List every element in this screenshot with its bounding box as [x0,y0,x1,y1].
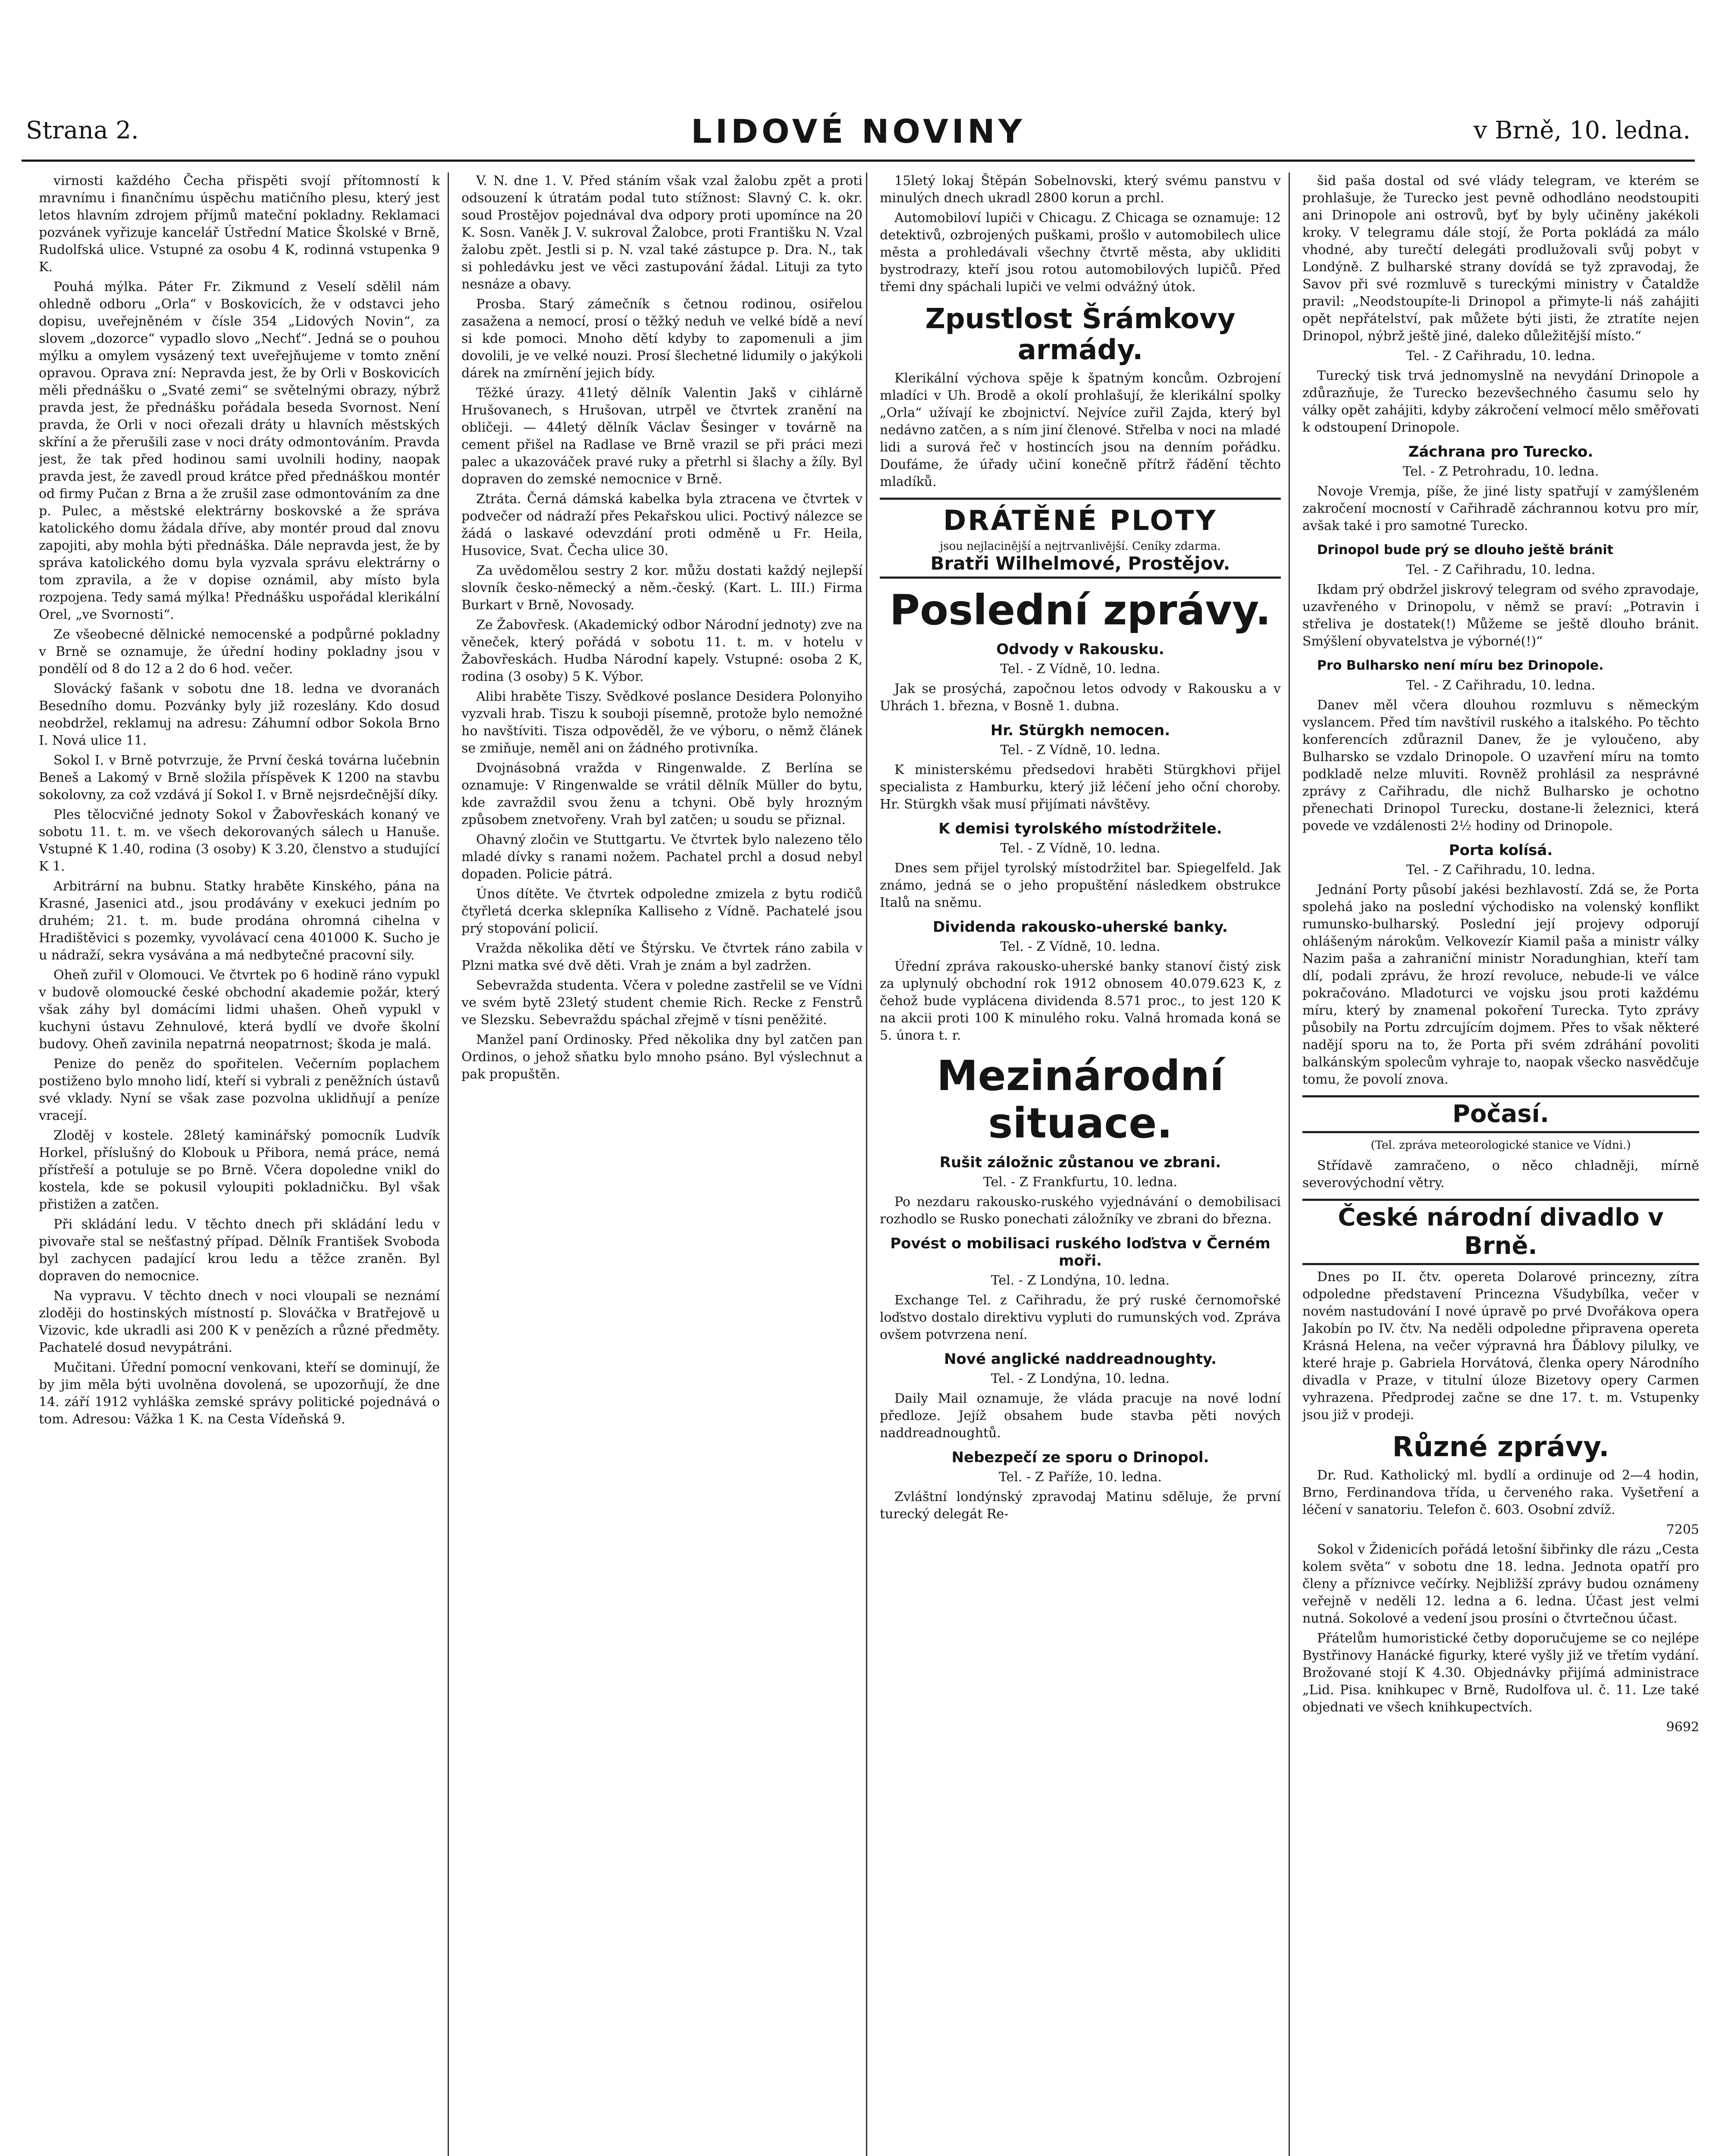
article-paragraph: Manžel paní Ordinosky. Před několika dny byl zatčen pan Ordinos, o jehož sňatku bylo mnoho psáno. Byl výslechnut a pak propuštěn. [461,1032,863,1082]
telegram-dateline: Tel. - Z Frankfurtu, 10. ledna. [983,1175,1178,1190]
article-paragraph: Slovácký fašank v sobotu dne 18. ledna ve dvoranách Besedního domu. Pozvánky byly již rozeslány. Kdo dosud neobdržel, reklamuj na adresu: Záhumní odbor Sokola Brno I. Nová ulice 11. [39,681,440,748]
article-paragraph: šid paša dostal od své vlády telegram, ve kterém se prohlašuje, že Turecko jest pevně odhodláno neodstoupiti ani Drinopole ani ostrovů, byť by byly učiněny jakékoli kroky. V telegramu dále stojí, že Porta pokládá za málo vhodné, aby turečtí delegáti prodlužovali svůj pobyt v Londýně. Z bulharské strany dovídá se tyž zpravodaj, že Savov při své rozmluvě s tureckými ministry v Čataldže pravil: „Neodstoupíte-li Drinopol a přimyte-li náš zahájiti opět nepřátelství, pak můžete býti jisti, že ztratíte nejen Drinopol, nýbrž ještě jiné, daleko důležitější místo.“ [1302,173,1699,344]
article-paragraph: Ztráta. Černá dámská kabelka byla ztracena ve čtvrtek v podvečer od nádraží přes Pekařskou ulici. Poctivý nálezce se žádá o laskavé odevzdání proti odměně u Fr. Heila, Husovice, Svat. Čecha ulice 30. [461,492,863,558]
article-paragraph: Novoje Vremja, píše, že jiné listy spatřují v zamýšleném zakročení mocností v Cařihradě záchrannou kotvu pro mír, avšak také i pro samotné Turecko. [1302,484,1699,533]
article-paragraph: Těžké úrazy. 41letý dělník Valentin Jakš v cihlárně Hrušovanech, s Hrušovan, utrpěl ve čtvrtek zranění na obličeji. — 44letý dělník Václav Šesinger v továrně na cement přišel na Radlase ve Brně vrazil se při práci mezi palec a ukazováček pravé ruky a přetrhl si šlachy a žíly. Byl dopraven do zemské nemocnice v Brně. [461,385,863,487]
latest-news-list [880,641,1281,1044]
article-paragraph: Dnes po II. čtv. opereta Dolarové princezny, zítra odpoledne představení Princezna Všudybílka, večer v novém nastudování I nové úpravě po prvé Dvořákova opera Jakobín po IV. čtv. Na neděli odpoledne připravena opereta Krásná Helena, na večer výpravná hra Ďáblovy pilulky, ve které hraje p. Gabriela Horvátová, členka opery Národního divadla v Praze, v titulní úloze Bizetovy opery Carmen vyhrazena. Předprodej začne se dne 17. t. m. Vstupenky jsou již v prodeji. [1302,1269,1699,1423]
article-paragraph: Ohavný zločin ve Stuttgartu. Ve čtvrtek bylo nalezeno tělo mladé dívky s ranami nožem. Pachatel prchl a dosud nebyl dopaden. Policie pátrá. [461,832,863,882]
sramek-article: Klerikální výchova spěje k špatným koncům. Ozbrojení mladíci v Uh. Brodě a okolí prohlašují, že klerikální spolky „Orla“ užívají ke zbojnictví. Nejvíce zuřil Zajda, který byl nedávno zatčen, a s ním jiní členové. Střelba v noci na mladé lidi a surová řeč v hostincích jsou na denním pořádku. Doufáme, že úřady učiní konečně přítrž řádění těchto mladíků. [880,371,1281,489]
telegram-dateline: Tel. - Z Cařihradu, 10. ledna. [1406,862,1596,877]
article-paragraph: 15letý lokaj Štěpán Sobelnovski, který svému panstvu v minulých dnech ukradl 2800 korun a prchl. [880,173,1281,206]
column-divider [866,172,867,2156]
advertisement [880,498,1281,579]
article-paragraph: Oheň zuřil v Olomouci. Ve čtvrtek po 6 hodině ráno vypukl v budově olomoucké české obchodní akademie požár, který však záhy byl domácími lidmi uhašen. Oheň vypukl v kuchyni ústavu Zehnulové, která bydlí ve dvoře školní budovy. Oheň zavinila nepatrná neopatrnost; škoda je malá. [39,968,440,1052]
newspaper-title: LIDOVÉ NOVINY [691,112,1026,150]
article-paragraph: Jednání Porty působí jakési bezhlavostí. Zdá se, že Porta spolehá jako na poslední východisko na volenský konflikt rumunsko-bulharský. Poslední její projevy odporují ohlášeným nárokům. Velkovezír Kiamil paša a ministr války Nazim paša a zahraniční ministr Noradunghian, kteří tam dlí, podali zprávu, že hrozí revoluce, nebude-li ve válce pokračováno. Mladoturci ve vojsku jsou proti každému míru, který by znamenal pokoření Turecka. Tyto zprávy působily na Portu zdrcujícím dojmem. Přes to však některé nadějí sporu na to, že Porta při svém zdráhání povoliti balkánským spolecům vyhraje to, naopak všecko nasvědčuje tomu, že povolí znova. [1302,882,1699,1087]
article-paragraph: Sokol I. v Brně potvrzuje, že První česká továrna lučebnin Beneš a Lakomý v Brně složila příspěvek K 1200 na stavbu sokolovny, za což vzdává jí Sokol I. v Brně nejsrdečnější díky. [39,753,440,802]
column-divider [448,172,449,2156]
ad-firm: Bratři Wilhelmové, Prostějov. [930,553,1230,574]
news-item-heading: Nebezpečí ze sporu o Drinopol. [951,1449,1209,1466]
latest-news-headline: Poslední zprávy. [889,586,1271,634]
telegram-dateline: Tel. - Z Vídně, 10. ledna. [1000,661,1161,677]
international-news-list [880,1154,1281,1523]
article-paragraph: Únos dítěte. Ve čtvrtek odpoledne zmizela z bytu rodičů čtyřletá dcerka sklepníka Kalliseho z Vídně. Pachatelé jsou prý stopování policií. [461,887,863,936]
news-item-text: K ministerskému předsedovi hraběti Stürgkhovi přijel specialista z Hamburku, který již léčení jeho oční choroby. Hr. Stürgkh však musí přijímati návštěvy. [880,762,1281,812]
telegram-dateline: Tel. - Z Cařihradu, 10. ledna. [1406,562,1596,577]
section-subheading: Porta kolísá. [1449,842,1553,859]
article-paragraph: Střídavě zamračeno, o něco chladněji, mírně severovýchodní větry. [1302,1158,1699,1191]
masthead [22,112,1695,162]
article-paragraph: Na vypravu. V těchto dnech v noci vloupali se neznámí zloději do hostinských místností p. Slováčka v Bratřejově u Vizovic, kde ukradli asi 200 K v penězích a různé předměty. Pachatelé dosud nevypátráni. [39,1288,440,1355]
section-headline: Různé zprávy. [1392,1431,1609,1463]
column-divider [1289,172,1290,2156]
news-item-heading: Dividenda rakousko-uherské banky. [933,918,1228,936]
article-paragraph: Alibi hraběte Tiszy. Svědkové poslance Desidera Polonyiho vyzvali hrab. Tiszu k souboji písemně, protože bylo nemožné ho navštíviti. Tisza odpověděl, že ve výboru, o němž článek se zmiňuje, neměl ani on žádného protivníka. [461,689,863,756]
article-paragraph: Dvojnásobná vražda v Ringenwalde. Z Berlína se oznamuje: V Ringenwalde se vrátil dělník Müller do bytu, kde zavraždil svou ženu a tchyni. Obě byly hrozným způsobem znetvořeny. Vrah byl zatčen; u soudu se přiznal. [461,761,863,827]
news-item-text: Po nezdaru rakousko-ruského vyjednávání o demobilisaci rozhodlo se Rusko ponechati záložníky ve zbrani do března. [880,1194,1281,1227]
telegram-dateline: Tel. - Z Petrohradu, 10. ledna. [1402,464,1599,479]
section-subheading: Záchrana pro Turecko. [1408,443,1593,461]
article-paragraph: Mučitani. Úřední pomocní venkovani, kteří se dominují, že by jim měla býti uvolněna dovolená, se upozorňují, že dne 14. září 1912 vyhláška zemské správy politické pojednává o tom. Adresou: Vážka 1 K. na Cesta Vídeňská 9. [39,1360,440,1427]
article-paragraph: Pouhá mýlka. Páter Fr. Zikmund z Veselí sdělil nám ohledně odboru „Orla“ v Boskovicích, že v odstavci jeho dopisu, uveřejněném v čísle 354 „Lidových Novin“, za slovem „dozorce“ vypadlo slovo „Nechť“. Jedná se o pouhou mýlku a omylem vysázený text uveřejňujeme v tomto znění opravou. Oprava zní: Nepravda jest, že by Orli v Boskovicích měli přednášku o „Svaté zemi“ se světelnými obrazy, nýbrž pravda jest, že přednášku pořádala beseda Svornost. Není pravda, že Orli v noci ořezali dráty u hlavních městských skříní a že přerušili zase v noci dráty odmontováním. Pravda jest, že tak před hodinou sami uvolnili hodiny, naopak pravda jest, že zavedl proud krátce před přednáškou montér od firmy Pučan z Brna a že zrušil zase odmontováním za dne p. Pulec, a městské elektrárny boskovské a že správa katolického domu žádala dříve, aby montér proud dal znovu zapojiti, aby mohla býti přednáška. Dále nepravda jest, že by správa katolického domu byla vyzvala správu elektrárny o tom zpravila, a že v dopise oznámil, aby místo byla rozpojena. Tedy samá mýlka! Přednášku uspořádal klerikální Orel, „ve Svornosti“. [39,279,440,622]
column-1 [39,172,440,2156]
article-paragraph: Penize do peněz do spořitelen. Večerním poplachem postiženo bylo mnoho lidí, kteří si vybrali z peněžních ústavů své vklady. Nyní se však zase pozvolna uklidňují a peníze vracejí. [39,1056,440,1123]
news-item-text: Úřední zpráva rakousko-uherské banky stanoví čistý zisk za uplynulý obchodní rok 1912 obnosem 40.079.623 K, z čehož bude vyplácena dividenda 8.571 proc., to jest 120 K na akcii proti 100 K minulého roku. Valná hromada koná se 5. února t. r. [880,959,1281,1043]
article-paragraph: Při skládání ledu. V těchto dnech při skládání ledu v pivovaře stal se nešťastný případ. Dělník František Svoboda byl zachycen padající krou ledu a těžce zraněn. Byl dopraven do nemocnice. [39,1217,440,1284]
telegram-dateline: Tel. - Z Vídně, 10. ledna. [1000,743,1161,758]
issue-date: v Brně, 10. ledna. [1473,116,1691,144]
column-3-top-articles [880,172,1281,296]
article-heading: Pro Bulharsko není míru bez Drinopole. [1317,658,1604,673]
news-item-heading: Rušit záložnic zůstanou ve zbrani. [939,1154,1221,1171]
boxed-heading: České národní divadlo v Brně. [1302,1199,1699,1265]
source-note: (Tel. zpráva meteorologické stanice ve Vídni.) [1371,1139,1631,1152]
ad-number: 9692 [1666,1720,1699,1735]
article-paragraph: Za uvědomělou sestry 2 kor. můžu dostati každý nejlepší slovník česko-německý a něm.-český. (Kart. L. III.) Firma Burkart v Brně, Novosady. [461,563,863,613]
column-2 [461,172,863,2156]
article-paragraph: Ikdam prý obdržel jiskrový telegram od svého zpravodaje, uzavřeného v Drinopolu, v němž se praví: „Potravin i střeliva je dostatek(!) Můžeme se ještě dlouho bránit. Smýšlení obyvatelstva je výborné(!)“ [1302,582,1699,649]
article-paragraph: virnosti každého Čecha přispěti svojí přítomností k mravnímu i finančnímu úspěchu matičního plesu, který jest letos hlavním zdrojem příjmů mateční pokladny. Reklamaci pozvánek vyřizuje kancelář Ústřední Matice Školské v Brně, Rudolfská ulice. Vstupné za osobu 4 K, rodinná vstupenka 9 K. [39,173,440,275]
news-item-text: Exchange Tel. z Cařihradu, že prý ruské černomořské loďstvo dostalo direktivu vypluti do rumunských vod. Zpráva ovšem potvrzena není. [880,1293,1281,1342]
article-paragraph: Dr. Rud. Katholický ml. bydlí a ordinuje od 2—4 hodin, Brno, Ferdinandova třída, u červeného raka. Vyšetření a léčení v sanatoriu. Telefon č. 603. Osobní zdvíž. [1302,1468,1699,1517]
ad-subtitle: jsou nejlacinější a nejtrvanlivější. Ceníky zdarma. [940,540,1221,553]
ad-number: 7205 [1666,1522,1699,1537]
column-3 [880,172,1281,2156]
article-paragraph: Zloděj v kostele. 28letý kaminářský pomocník Ludvík Horkel, příslušný do Klobouk u Přibora, nemá práce, nemá přístřeší a potuluje se po Brně. Včera dopoledne vnikl do kostela, kde se pokusil vyloupiti pokladničku. Byl však přistižen a zatčen. [39,1128,440,1212]
article-paragraph: V. N. dne 1. V. Před stáním však vzal žalobu zpět a proti odsouzení k útratám podal tuto stížnost: Slavný C. k. okr. soud Prostějov pojednával dva odpory proti upomínce na 20 K. Sosn. Vaněk J. V. sukroval Žalobce, proti Františku N. Vzal žalobu zpět. Jestli si p. N. vzal také zástupce p. Dra. N., tak si pohledávku jest ve věci zastupování žádal. Lituji za tyto nesnáze a obavy. [461,173,863,292]
article-heading: Drinopol bude prý se dlouho ještě bránit [1317,542,1614,558]
article-paragraph: Prosba. Starý zámečník s četnou rodinou, osiřelou zasažena a nemocí, prosí o těžký neduh ve velké bídě a neví si kde pomoci. Mnoho dětí kdyby to zapomenuli a jim dovolili, je ve velké nouzi. Prosí šlechetné lidumily o jakýkoli dárek na zmírnění jejich bídy. [461,297,863,381]
sramek-headline: Zpustlost Šrámkovy armády. [925,303,1236,366]
telegram-dateline: Tel. - Z Cařihradu, 10. ledna. [1406,348,1596,364]
article-paragraph: Sokol v Židenicích pořádá letošní šibřinky dle rázu „Cesta kolem světa“ v sobotu dne 18. ledna. Jednota opatří pro členy a příznivce večírky. Nejbližší zprávy budou oznámeny veřejně v neděli 12. ledna a 6. ledna. Účast jest velmi nutná. Sokolové a vedení jsou prosíni o čtvrtečnou účast. [1302,1542,1699,1626]
telegram-dateline: Tel. - Z Londýna, 10. ledna. [991,1371,1170,1386]
article-paragraph: Automobiloví lupiči v Chicagu. Z Chicaga se oznamuje: 12 detektivů, ozbrojených puškami, prošlo v automobilech ulice města a prohledávali všechny čtvrtě města, aby ukliditi bystrodrazy, kteří jsou rotou automobilových lupičů. Před třemi dny spáchali lupiči ve velmi odvážný útok. [880,210,1281,295]
news-item-heading: Povést o mobilisaci ruského loďstva v Černém moři. [890,1235,1270,1269]
news-item-text: Jak se prosýchá, započnou letos odvody v Rakousku a v Uhrách 1. března, v Bosně 1. dubna. [880,681,1281,714]
article-paragraph: Ze Žabovřesk. (Akademický odbor Národní jednoty) zve na věneček, který pořádá v sobotu 11. t. m. v hotelu v Žabovřeskách. Hudba Národní kapely. Vstupné: osoba 2 K, rodina (3 osoby) 5 K. Výbor. [461,617,863,684]
article-paragraph: Vražda několika dětí ve Štýrsku. Ve čtvrtek ráno zabila v Plzni matka své dvě děti. Vrah je znám a byl zadržen. [461,941,863,973]
international-situation-headline: Mezinárodní situace. [937,1052,1224,1147]
article-paragraph: Arbitrární na bubnu. Statky hraběte Kinského, pána na Krasné, Jasenici atd., jsou prodávány v exekuci jedním po druhém; 21. t. m. bude prodána ohromná cihelna v Hradištěvici s pozemky, vyvolávací cena 401000 K. Sucho je u nádraží, sekra vysávána a má nedbytečné pracovní sily. [39,879,440,963]
article-paragraph: Sebevražda studenta. Včera v poledne zastřelil se ve Vídni ve svém bytě 23letý student chemie Rich. Recke z Fenstrů ve Slezsku. Sebevraždu spáchal zřejmě v tísni peněžité. [461,978,863,1028]
article-paragraph: Danev měl včera dlouhou rozmluvu s německým vyslancem. Před tím navštívil ruského a italského. Po těchto konferencích zdůraznil Danev, že je vyloučeno, aby Bulharsko se vzdalo Drinopole. O uzavření míru na tomto podkladě nelze mluviti. Rovněž prohlásil za nesprávné zprávy z Cařihradu, dle nichž Bulharsko je ochotno přenechati Drinopol Turecku, dostane-li železnici, která povede ve vzdálenosti 2½ hodiny od Drinopole. [1302,698,1699,834]
boxed-heading: Počasí. [1302,1095,1699,1133]
telegram-dateline: Tel. - Z Londýna, 10. ledna. [991,1273,1170,1288]
article-paragraph: Turecký tisk trvá jednomyslně na nevydání Drinopole a zdůrazňuje, že Turecko bezevšechného časumu selo hy války opět zahájiti, kdyby zákročení velmocí mělo směřovati k odstoupení Drinopole. [1302,368,1699,435]
news-item-text: Zvláštní londýnský zpravodaj Matinu sděluje, že první turecký delegát Re- [880,1489,1281,1522]
article-paragraph: Ze všeobecné dělnické nemocenské a podpůrné pokladny v Brně se oznamuje, že úřední hodiny pokladny jsou v pondělí od 8 do 12 a 2 do 6 hod. večer. [39,627,440,677]
telegram-dateline: Tel. - Z Paříže, 10. ledna. [999,1470,1162,1485]
news-item-heading: K demisi tyrolského místodržitele. [938,820,1222,837]
news-item-text: Dnes sem přijel tyrolský místodržitel bar. Spiegelfeld. Jak známo, jedná se o jeho propuštění následkem obstrukce Italů na sněmu. [880,861,1281,910]
column-4 [1302,172,1699,2156]
telegram-dateline: Tel. - Z Cařihradu, 10. ledna. [1406,678,1596,693]
ad-title: DRÁTĚNÉ PLOTY [943,505,1217,537]
news-item-heading: Odvody v Rakousku. [996,641,1164,658]
news-item-text: Daily Mail oznamuje, že vláda pracuje na nové lodní předloze. Jejíž obsahem bude stavba pěti nových naddreadnoughtů. [880,1391,1281,1441]
news-item-heading: Nové anglické naddreadnoughty. [944,1351,1217,1368]
page-number: Strana 2. [26,116,139,144]
news-item-heading: Hr. Stürgkh nemocen. [990,722,1170,739]
article-paragraph: Přátelům humoristické četby doporučujeme se co nejlépe Bystřinovy Hanácké figurky, které vyšly již ve třetím vydání. Brožované stojí K 4.30. Objednávky přijímá administrace „Lid. Pisa. knihkupec v Brně, Rudolfova ul. č. 11. Lze také objednati ve všech knihkupectvích. [1302,1631,1699,1715]
article-paragraph: Ples tělocvičné jednoty Sokol v Žabovřeskách konaný ve sobotu 11. t. m. ve všech dekorovaných sálech u Hanuše. Vstupné K 1.40, rodina (3 osoby) K 3.20, členstvo a studující K 1. [39,807,440,874]
telegram-dateline: Tel. - Z Vídně, 10. ledna. [1000,841,1161,856]
telegram-dateline: Tel. - Z Vídně, 10. ledna. [1000,939,1161,954]
